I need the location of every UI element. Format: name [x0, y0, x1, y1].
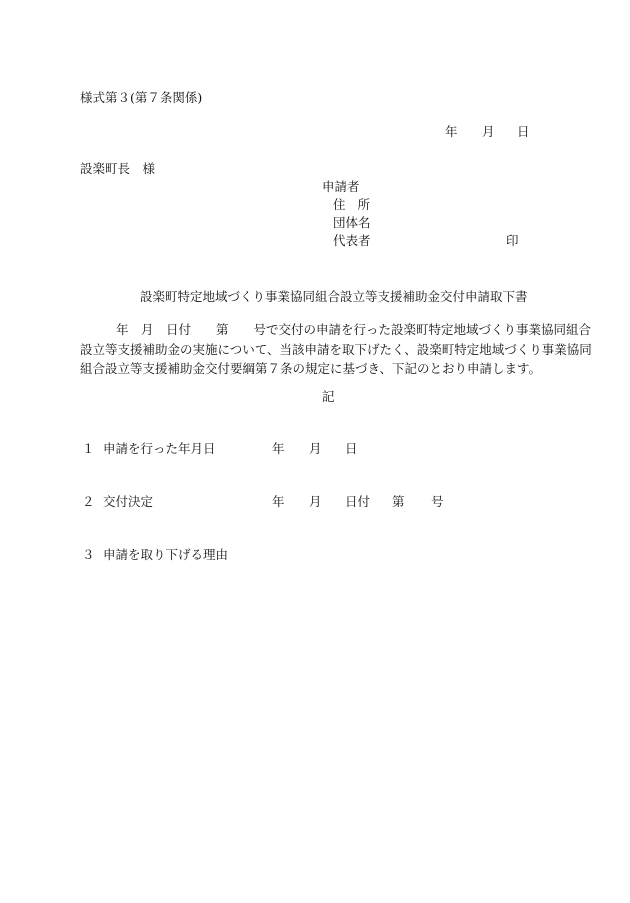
applicant-heading: 申請者 — [322, 179, 360, 194]
date-year-label: 年 — [445, 124, 458, 139]
item-year-label: 年 — [272, 494, 285, 509]
address-label: 住所 — [333, 197, 383, 212]
item-number: ３ — [82, 547, 95, 562]
item-application-date — [82, 443, 582, 457]
item-label: 申請を行った年月日 — [103, 441, 216, 456]
item-withdrawal-reason — [82, 549, 582, 563]
item-label: 交付決定 — [103, 494, 154, 509]
document-title: 設楽町特定地域づくり事業協同組合設立等支援補助金交付申請取下書 — [140, 289, 528, 304]
date-day-label: 日 — [517, 124, 530, 139]
item-number: ２ — [82, 494, 95, 509]
organization-label: 団体名 — [333, 215, 371, 230]
item-year-label: 年 — [272, 441, 285, 456]
seal-mark: 印 — [506, 233, 519, 248]
item-day-fu-label: 日付 — [345, 494, 371, 509]
item-dai-label: 第 — [392, 494, 405, 509]
item-month-label: 月 — [309, 494, 322, 509]
representative-label: 代表者 — [333, 233, 371, 248]
item-month-label: 月 — [309, 441, 322, 456]
body-text-line-3: 組合設立等支援補助金交付要綱第７条の規定に基づき、下記のとおり申請します。 — [80, 361, 542, 376]
item-label: 申請を取り下げる理由 — [103, 547, 229, 562]
item-day-label: 日 — [345, 441, 358, 456]
addressee: 設楽町長 様 — [80, 161, 156, 176]
item-number: １ — [82, 441, 95, 456]
date-month-label: 月 — [482, 124, 495, 139]
item-go-label: 号 — [431, 494, 444, 509]
form-number: 様式第３(第７条関係) — [80, 90, 203, 105]
item-grant-decision — [82, 496, 582, 510]
ki-heading: 記 — [322, 389, 335, 404]
body-text-line-1: 年 月 日付 第 号で交付の申請を行った設楽町特定地域づくり事業協同組合 — [116, 322, 592, 337]
body-text-line-2: 設立等支援補助金の実施について、当該申請を取下げたく、設楽町特定地域づくり事業協同 — [80, 342, 592, 357]
